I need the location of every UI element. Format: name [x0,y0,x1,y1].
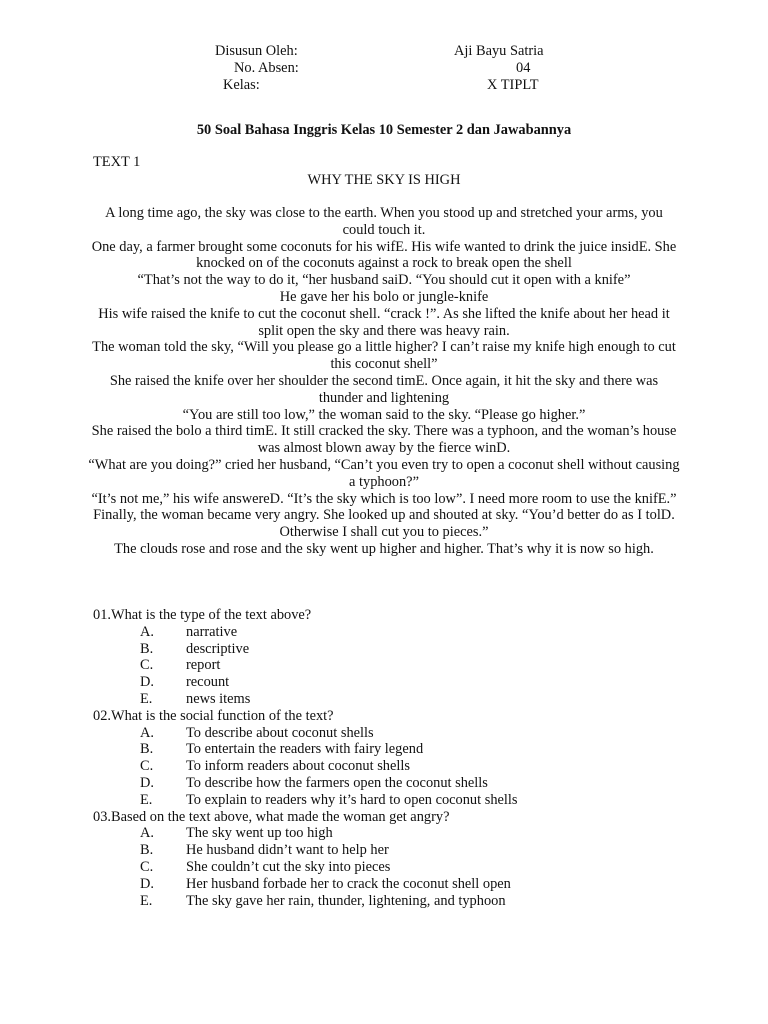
question-text: 02.What is the social function of the text? [93,707,334,724]
option-letter: A. [140,724,154,741]
option-text: descriptive [186,640,250,657]
option-letter: C. [140,858,154,875]
story-paragraph: She raised the knife over her shoulder the second timE. Once again, it hit the sky and there was thunder and lightening [109,372,659,406]
option-letter: C. [140,657,154,674]
story-paragraph: A long time ago, the sky was close to the earth. When you stood up and stretched your arms, you could touch it. [105,205,663,238]
answer-option [93,842,693,859]
option-text: She couldn’t cut the sky into pieces [186,858,391,875]
question-list [93,607,693,909]
answer-option [93,691,693,708]
answer-option [93,741,693,758]
option-text: To inform readers about coconut shells [186,758,410,775]
question-text: 01.What is the type of the text above? [93,607,312,623]
option-letter: E. [140,791,153,808]
option-letter: C. [140,758,154,775]
story-paragraph: Finally, the woman became very angry. She looked up and shouted at sky. “You’d better do as I tolD. Otherwise I shall cut you to pieces.” [93,507,675,541]
question-1 [93,607,693,708]
option-text: report [186,657,221,674]
option-letter: E. [140,892,153,909]
answer-option [93,624,693,641]
story-paragraph: The woman told the sky, “Will you please go a little higher? I can’t raise my knife high enough to cut this coconut shell” [92,339,676,373]
option-text: To entertain the readers with fairy legend [186,741,424,758]
story-paragraph: His wife raised the knife to cut the coconut shell. “crack !”. As she lifted the knife about her head it split open the sky and there was heavy rain. [98,305,670,339]
option-letter: D. [140,674,154,691]
absen-label: No. Absen: [234,60,299,76]
story-paragraph: “That’s not the way to do it, “her husband saiD. “You should cut it open with a knife” [137,272,631,289]
absen-value: 04 [516,60,531,76]
option-letter: B. [140,842,154,859]
story-paragraph: “It’s not me,” his wife answereD. “It’s the sky which is too low”. I need more room to use the knifE.” [91,490,677,507]
header-author-row [0,43,768,61]
answer-option [93,859,693,876]
option-letter: A. [140,825,154,842]
option-letter: D. [140,875,154,892]
question-3 [93,809,693,910]
option-text: To explain to readers why it’s hard to open coconut shells [186,791,518,808]
option-text: To describe about coconut shells [186,724,374,741]
answer-option [93,792,693,809]
author-label: Disusun Oleh: [215,43,298,59]
answer-option [93,876,693,893]
option-text: He husband didn’t want to help her [186,842,389,859]
answer-option [93,674,693,691]
option-text: Her husband forbade her to crack the coconut shell open [186,875,511,892]
header-kelas-row [0,77,768,95]
option-letter: D. [140,774,154,791]
story-body [88,205,680,558]
answer-option [93,758,693,775]
answer-option [93,825,693,842]
option-letter: B. [140,640,154,657]
option-text: news items [186,690,251,707]
answer-option [93,641,693,658]
option-text: To describe how the farmers open the coconut shells [186,774,488,791]
story-paragraph: She raised the bolo a third timE. It still cracked the sky. There was a typhoon, and the woman’s house was almost blown away by the fierce winD. [91,423,677,457]
option-text: recount [186,674,230,691]
option-letter: B. [140,741,154,758]
story-paragraph: The clouds rose and rose and the sky went up higher and higher. That’s why it is now so high. [114,540,654,557]
story-paragraph: “What are you doing?” cried her husband, “Can’t you even try to open a coconut shell without causing a typhoon?” [88,456,680,490]
answer-option [93,893,693,910]
kelas-label: Kelas: [223,77,260,93]
option-text: The sky gave her rain, thunder, lightening, and typhoon [186,892,506,909]
story-title: WHY THE SKY IS HIGH [307,172,461,188]
question-2 [93,708,693,809]
story-paragraph: One day, a farmer brought some coconuts for his wifE. His wife wanted to drink the juice insidE. She knocked on of the coconuts against a rock to break open the shell [91,238,677,272]
option-text: The sky went up too high [186,825,333,842]
answer-option [93,775,693,792]
header-absen-row [0,60,768,78]
story-paragraph: He gave her his bolo or jungle-knife [279,288,489,305]
kelas-value: X TIPLT [487,77,539,93]
text-label: TEXT 1 [93,154,141,170]
document-title: 50 Soal Bahasa Inggris Kelas 10 Semester 2 dan Jawabannya [196,122,572,138]
answer-option [93,657,693,674]
author-value: Aji Bayu Satria [454,43,544,59]
story-paragraph: “You are still too low,” the woman said to the sky. “Please go higher.” [182,406,586,423]
question-text: 03.Based on the text above, what made the woman get angry? [93,808,450,825]
option-letter: E. [140,690,153,707]
answer-option [93,725,693,742]
option-text: narrative [186,623,238,640]
option-letter: A. [140,623,154,640]
